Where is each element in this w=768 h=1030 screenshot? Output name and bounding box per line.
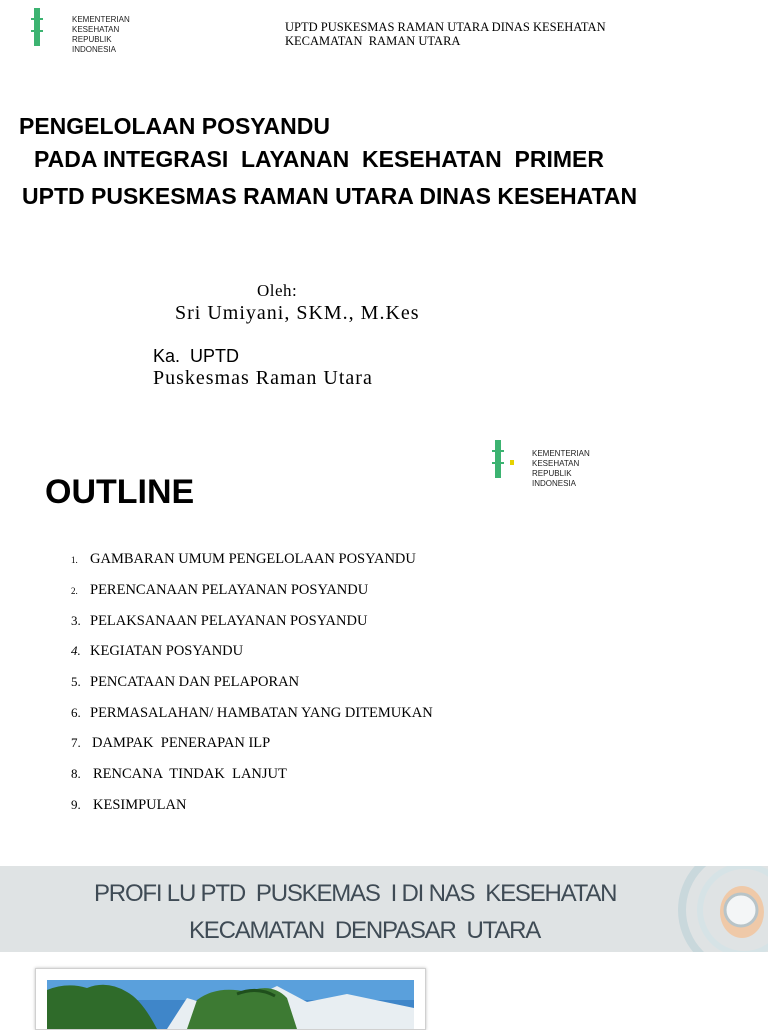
- list-item: 3. PELAKSANAAN PELAYANAN POSYANDU: [71, 613, 368, 629]
- outline-heading: OUTLINE: [45, 473, 195, 511]
- stethoscope-icon: [664, 866, 768, 952]
- header-title: [285, 20, 606, 48]
- profile-banner: [0, 866, 768, 952]
- slide-title-line3: UPTD PUSKESMAS RAMAN UTARA DINAS KESEHATAN: [22, 183, 638, 209]
- list-item: 2. PERENCANAAN PELAYANAN POSYANDU: [71, 582, 369, 598]
- header-title-line2: KECAMATAN RAMAN UTARA: [285, 34, 461, 48]
- slide-title-line2: PADA INTEGRASI LAYANAN KESEHATAN PRIMER: [34, 146, 604, 172]
- list-item: 9. KESIMPULAN: [71, 797, 187, 813]
- banner-title-line2: KECAMATAN DENPASAR UTARA: [189, 917, 541, 944]
- author-name: Sri Umiyani, SKM., M.Kes: [175, 302, 420, 324]
- logo-text: KEMENTERIAN KESEHATAN REPUBLIK INDONESIA: [532, 449, 590, 488]
- photo-frame: [35, 968, 426, 1030]
- kemenkes-logo-icon: [495, 440, 501, 478]
- list-item: 4. KEGIATAN POSYANDU: [71, 643, 244, 659]
- banner-title-line1: PROFI LU PTD PUSKEMAS I DI NAS KESEHATAN: [94, 880, 617, 907]
- position-rest: Puskesmas Raman Utara: [153, 367, 373, 389]
- list-item: 8. RENCANA TINDAK LANJUT: [71, 766, 287, 782]
- list-item: 5. PENCATAAN DAN PELAPORAN: [71, 674, 300, 690]
- kemenkes-logo-icon: [34, 8, 40, 46]
- logo-text: KEMENTERIAN KESEHATAN REPUBLIK INDONESIA: [72, 15, 130, 54]
- list-item: 7. DAMPAK PENERAPAN ILP: [71, 735, 271, 751]
- position-prefix: Ka. UPTD: [153, 346, 240, 366]
- author-position: [145, 328, 373, 390]
- slide-title-line1: PENGELOLAAN POSYANDU: [19, 113, 330, 139]
- building-photo-image: [47, 980, 414, 1029]
- header-title-line1: UPTD PUSKESMAS RAMAN UTARA DINAS KESEHATAN: [285, 20, 606, 34]
- list-item: 6. PERMASALAHAN/ HAMBATAN YANG DITEMUKAN: [71, 705, 433, 721]
- list-item: 1. GAMBARAN UMUM PENGELOLAAN POSYANDU: [71, 551, 416, 567]
- by-label: Oleh:: [257, 281, 298, 300]
